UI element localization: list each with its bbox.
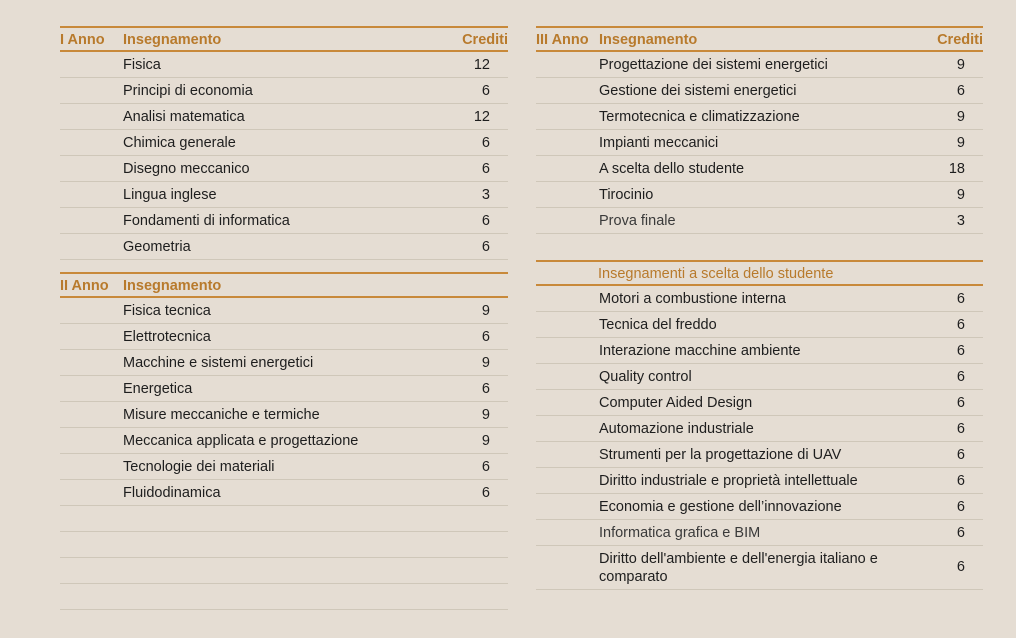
table-row [536,338,983,364]
table-row [536,494,983,520]
course-name: Analisi matematica [123,109,245,125]
table-row [536,546,983,590]
table-row [536,104,983,130]
table-row [536,208,983,234]
table-row [60,350,508,376]
table-row [60,298,508,324]
table-row [60,208,508,234]
electives-title: Insegnamenti a scelta dello studente [598,266,834,282]
table-row [536,390,983,416]
table-row [60,156,508,182]
course-credits: 3 [481,187,490,203]
course-name: Diritto dell'ambiente e dell'energia italiano e comparato [599,551,878,585]
course-column-header: Insegnamento [599,32,698,48]
year3-label: III Anno [536,32,589,48]
course-credits: 6 [481,135,490,151]
course-name: Fondamenti di informatica [123,213,290,229]
course-name: Progettazione dei sistemi energetici [599,57,828,73]
course-name: A scelta dello studente [599,161,745,177]
course-credits: 6 [956,525,965,541]
table-row [536,182,983,208]
empty-row [536,234,983,260]
course-credits: 9 [956,57,965,73]
course-credits: 18 [948,161,965,177]
course-credits: 6 [956,447,965,463]
table-row [536,312,983,338]
course-name: Fisica [123,57,161,73]
course-credits: 6 [956,291,965,307]
empty-row [60,584,508,610]
table-row [60,454,508,480]
course-name: Computer Aided Design [599,395,753,411]
left-column [60,26,508,610]
course-name: Strumenti per la progettazione di UAV [599,447,842,463]
course-credits: 6 [481,213,490,229]
year2-list [60,298,508,610]
credits-column-header: Crediti [462,32,508,48]
course-name: Motori a combustione interna [599,291,786,307]
course-name: Automazione industriale [599,421,754,437]
electives-list [536,286,983,590]
course-name: Meccanica applicata e progettazione [123,433,359,449]
credits-column-header: Crediti [937,32,983,48]
course-name: Tirocinio [599,187,654,203]
course-name: Diritto industriale e proprietà intellettuale [599,473,858,489]
course-credits: 6 [956,343,965,359]
course-name: Fisica tecnica [123,303,211,319]
course-credits: 6 [481,485,490,501]
course-name: Principi di economia [123,83,253,99]
year1-list [60,52,508,260]
empty-row [60,506,508,532]
course-credits: 9 [481,433,490,449]
year1-header [60,26,508,52]
table-row [60,104,508,130]
course-credits: 6 [956,473,965,489]
course-credits: 6 [481,329,490,345]
right-column [536,26,983,590]
course-name: Energetica [123,381,193,397]
table-row [536,442,983,468]
table-row [536,364,983,390]
table-row [536,156,983,182]
course-name: Chimica generale [123,135,236,151]
year2-label: II Anno [60,278,109,294]
table-row [60,78,508,104]
course-name: Lingua inglese [123,187,217,203]
course-credits: 6 [481,161,490,177]
year1-label: I Anno [60,32,105,48]
table-row [536,416,983,442]
course-credits: 12 [473,57,490,73]
table-row [60,402,508,428]
table-row [536,520,983,546]
course-name: Tecnica del freddo [599,317,717,333]
course-credits: 6 [956,559,965,575]
course-name: Tecnologie dei materiali [123,459,275,475]
course-name: Elettrotecnica [123,329,211,345]
table-row [536,468,983,494]
course-name: Disegno meccanico [123,161,250,177]
course-name: Termotecnica e climatizzazione [599,109,800,125]
course-credits: 6 [956,499,965,515]
table-row [60,52,508,78]
section-gap [60,260,508,272]
course-credits: 9 [956,109,965,125]
year2-header [60,272,508,298]
empty-row [60,558,508,584]
course-credits: 9 [956,135,965,151]
course-name: Impianti meccanici [599,135,719,151]
course-credits: 9 [481,303,490,319]
course-name: Prova finale [599,213,676,229]
table-row [60,428,508,454]
course-name: Gestione dei sistemi energetici [599,83,797,99]
table-row [536,52,983,78]
table-row [536,130,983,156]
table-row [536,286,983,312]
course-column-header: Insegnamento [123,278,222,294]
course-name: Quality control [599,369,692,385]
course-column-header: Insegnamento [123,32,222,48]
year3-header [536,26,983,52]
course-credits: 6 [481,239,490,255]
course-credits: 9 [956,187,965,203]
course-credits: 6 [481,381,490,397]
course-name: Macchine e sistemi energetici [123,355,314,371]
course-credits: 6 [956,369,965,385]
course-name: Misure meccaniche e termiche [123,407,320,423]
table-row [60,324,508,350]
course-credits: 6 [481,83,490,99]
course-credits: 3 [956,213,965,229]
table-row [60,182,508,208]
table-row [60,234,508,260]
course-credits: 9 [481,407,490,423]
course-credits: 9 [481,355,490,371]
table-row [536,78,983,104]
table-row [60,376,508,402]
course-name: Informatica grafica e BIM [599,525,761,541]
course-credits: 6 [956,395,965,411]
course-credits: 12 [473,109,490,125]
table-row [60,130,508,156]
course-name: Economia e gestione dell’innovazione [599,499,842,515]
course-name: Fluidodinamica [123,485,221,501]
year3-list [536,52,983,260]
course-credits: 6 [481,459,490,475]
course-credits: 6 [956,317,965,333]
course-name: Interazione macchine ambiente [599,343,801,359]
electives-header [536,260,983,286]
empty-row [60,532,508,558]
course-credits: 6 [956,421,965,437]
table-row [60,480,508,506]
course-name: Geometria [123,239,191,255]
course-credits: 6 [956,83,965,99]
